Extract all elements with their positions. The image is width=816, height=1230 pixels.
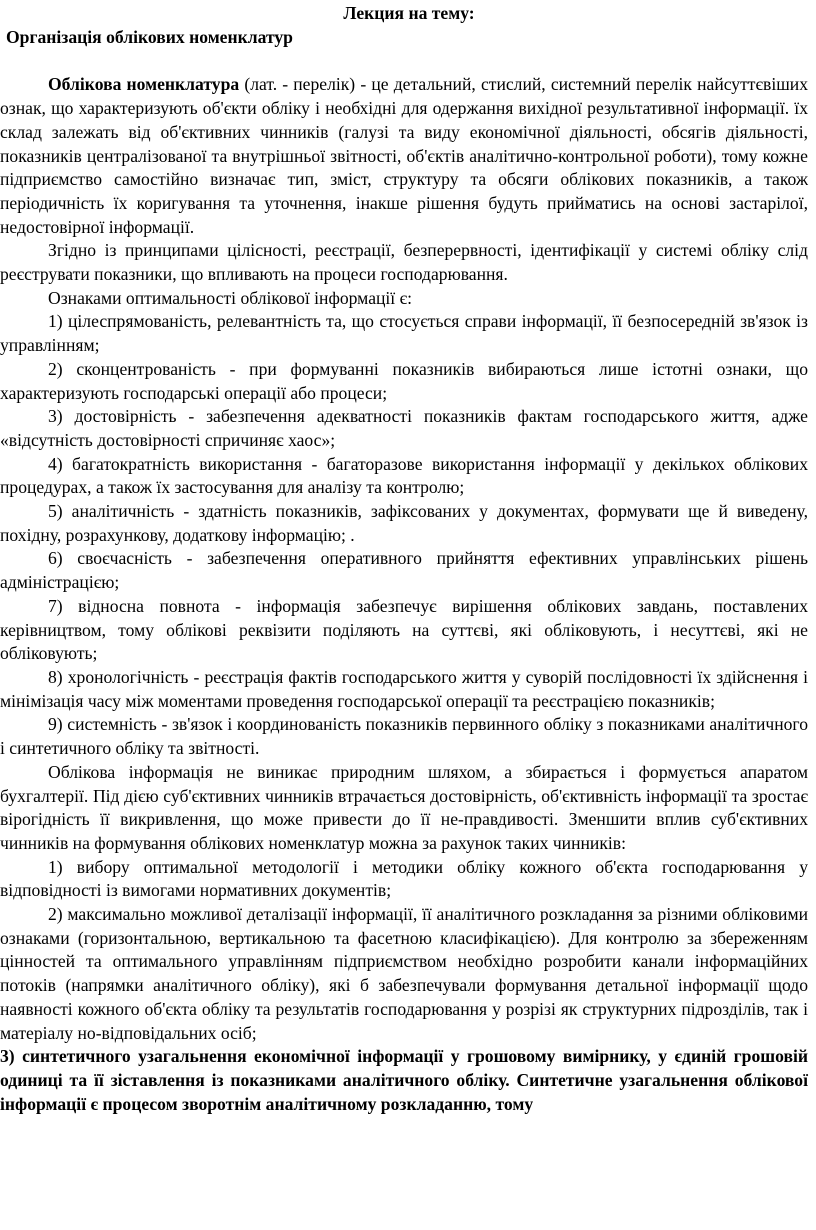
intro-text: (лат. - перелік) - це детальний, стислий, системний перелік найсуттєвіших ознак, що характеризують об'єкти обліку і необхідні для одержання вихідної результативної інформації. їх склад залежать від об'єктивних чинників (галузі та виду економічної діяльності, обсягів діяльності, показників централізованої та внутрішньої звітності, об'єктів аналітично-контрольної роботи), тому кожне підприємство самостійно визначає тип, зміст, структуру та обсяги облікових показників, а також періодичність їх коригування та уточнення, інакше рішення будуть прийматись на основі застарілої, недостовірної інформації. bbox=[0, 74, 808, 237]
information-paragraph: Облікова інформація не виникає природним шляхом, а збирається і формується апаратом бухгалтерії. Під дією суб'єктивних чинників втрачається достовірність, об'єктивність інформації та зростає вірогідність її викривлення, що може привести до її не-правдивості. Зменшити вплив суб'єктивних чинників на формування облікових номенклатур можна за рахунок таких чинників: bbox=[0, 761, 808, 853]
bold-item-number: 3) bbox=[0, 1046, 23, 1067]
list-item: 5) аналітичність - здатність показників, зафіксованих у документах, формувати ще й виведену, похідну, розрахункову, додаткову інформацію; . bbox=[0, 501, 808, 545]
list-item: 2) максимально можливої деталізації інформації, її аналітичного розкладання за різними обліковими ознаками (горизонтальною, вертикальною та фасетною класифікацією). Для контролю за збереженням цінностей та оптимального управлінням підприємством необхідно розробити канали інформаційних потоків (напрямки аналітичного обліку), які б забезпечували формування детальної інформації щодо наявності кожного об'єкта обліку та результатів господарювання у розрізі як структурних підрозділів, так і матеріалу но-відповідальних осіб; bbox=[0, 904, 808, 1043]
lecture-heading: Лекция на тему: bbox=[343, 3, 475, 23]
list-item: 6) своєчасність - забезпечення оперативного прийняття ефективних управлінських рішень адміністрацією; bbox=[0, 548, 808, 593]
intro-paragraph bbox=[0, 73, 808, 239]
bold-list-item bbox=[0, 1045, 808, 1116]
list-item: 3) достовірність - забезпечення адекватності показників фактам господарського життя, адже «відсутність достовірності спричиняє хаос»; bbox=[0, 406, 808, 450]
list-item: 7) відносна повнота - інформація забезпечує вирішення облікових завдань, поставлених керівництвом, тому облікові реквізити поділяють на суттєві, які обліковують, і несуттєві, які не обліковують; bbox=[0, 595, 808, 664]
lecture-topic: Організація облікових номенклатур bbox=[6, 26, 293, 47]
bold-item-text: синтетичного узагальнення економічної інформації у грошовому вимірнику, у єдиній грошовій одиниці та її зіставлення із показниками аналітичного обліку. Синтетичне узагальнення облікової інформації є процесом зворотнім аналітичному розкладанню, тому bbox=[0, 1046, 808, 1114]
list-item: 1) вибору оптимальної методології і методики обліку кожного об'єкта господарювання у відповідності із вимогами нормативних документів; bbox=[0, 856, 808, 901]
principles-paragraph: Згідно із принципами цілісності, реєстрації, безперервності, ідентифікації у системі обліку слід реєструвати показники, що впливають на процеси господарювання. bbox=[0, 240, 808, 285]
defined-term: Облікова номенклатура bbox=[48, 74, 240, 95]
signs-intro: Ознаками оптимальності облікової інформації є: bbox=[48, 287, 413, 308]
list-item: 4) багатократність використання - багаторазове використання інформації у декількох облікових процедурах, а також їх застосування для аналізу та контролю; bbox=[0, 453, 808, 498]
list-item: 2) сконцентрованість - при формуванні показників вибираються лише істотні ознаки, що характеризують господарські операції або процеси; bbox=[0, 358, 808, 403]
list-item: 9) системність - зв'язок і координованість показників первинного обліку з показниками аналітичного і синтетичного обліку та звітності. bbox=[0, 714, 808, 759]
list-item: 8) хронологічність - реєстрація фактів господарського життя у суворій послідовності їх здійснення і мінімізація часу між моментами проведення господарської операції та реєстрацією показників; bbox=[0, 666, 808, 711]
list-item: 1) цілеспрямованість, релевантність та, що стосується справи інформації, її безпосередній зв'язок із управлінням; bbox=[0, 311, 808, 356]
